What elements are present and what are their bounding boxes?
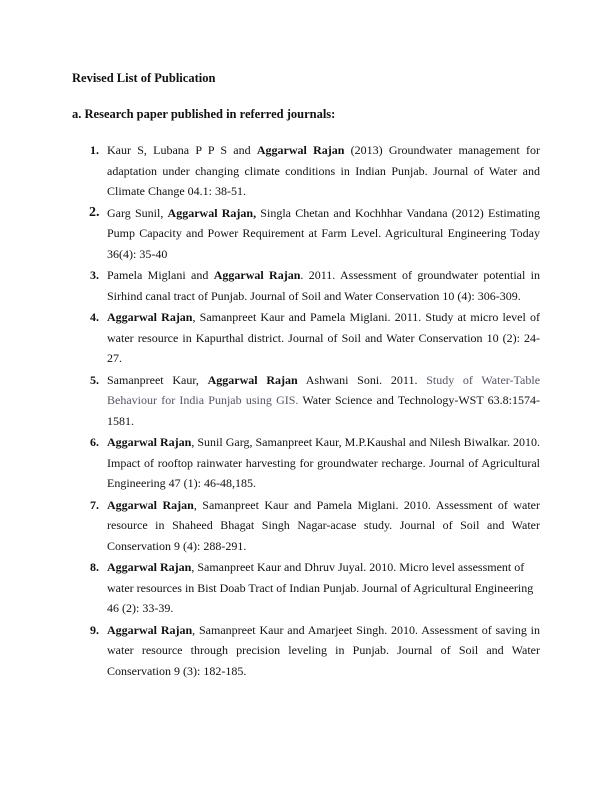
item-number: 8. [90, 560, 99, 574]
item-author-bold: Aggarwal Rajan [256, 143, 345, 157]
item-number: 1. [90, 143, 99, 157]
item-number: 2. [89, 204, 100, 220]
item-number: 4. [90, 310, 99, 324]
item-author-bold: Aggarwal Rajan [107, 497, 194, 512]
item-text-post: Water Science and Technology-WST 63.8:1574-1581. [107, 393, 540, 428]
publication-item [72, 203, 540, 265]
publication-item [72, 620, 540, 682]
item-text-post: , Samanpreet Kaur and Pamela Miglani. 2010. Assessment of water resource in Shaheed Bhagat Singh Nagar-acase study. Journal of Soil and Water Conservation 9 (4): 288-291. [107, 497, 540, 553]
item-number: 9. [90, 622, 99, 637]
publication-item [72, 432, 540, 494]
item-text-pre: Samanpreet Kaur, [107, 372, 208, 387]
publication-item [72, 307, 540, 369]
item-text-pre: Pamela Miglani and [107, 268, 214, 282]
item-text-pre: Kaur S, Lubana P P S and [107, 143, 257, 157]
item-author-bold: Aggarwal Rajan [107, 622, 193, 637]
page-title: Revised List of Publication [72, 71, 216, 85]
publication-item [72, 495, 540, 557]
item-author-bold: Aggarwal Rajan [107, 560, 192, 574]
item-author-bold: Aggarwal Rajan [213, 268, 301, 282]
item-text-post: , Sunil Garg, Samanpreet Kaur, M.P.Kaushal and Nilesh Biwalkar. 2010. Impact of rooftop rainwater harvesting for groundwater recharge. Journal of Agricultural Engineering 47 (1): 46-48,185. [107, 435, 540, 490]
item-author-bold: Aggarwal Rajan, [167, 205, 257, 220]
item-author-bold: Aggarwal Rajan [107, 435, 192, 449]
item-text-post: , Samanpreet Kaur and Pamela Miglani. 2011. Study at micro level of water resource in Kapurthal district. Journal of Soil and Water Conservation 10 (2): 24-27. [107, 310, 540, 365]
item-text-mid: Ashwani Soni. 2011. [297, 372, 427, 387]
item-number: 6. [90, 435, 99, 449]
item-text-post: , Samanpreet Kaur and Amarjeet Singh. 2010. Assessment of saving in water resource through precision leveling in Punjab. Journal of Soil and Water Conservation 9 (3): 182-185. [107, 622, 541, 678]
item-number: 5. [90, 372, 99, 387]
publication-item [72, 370, 540, 432]
item-text-post: . 2011. Assessment of groundwater potential in Sirhind canal tract of Punjab. Journal of Soil and Water Conservation 10 (4): 306-309. [107, 268, 541, 303]
item-text-post: Singla Chetan and Kochhhar Vandana (2012) Estimating Pump Capacity and Power Requirement at Farm Level. Agricultural Engineering Today 36(4): 35-40 [107, 205, 540, 261]
publication-item [72, 265, 540, 306]
publication-item [72, 140, 540, 202]
item-text-post: (2013) Groundwater management for adaptation under changing climate conditions in Indian Punjab. Journal of Water and Climate Change 04.1: 38-51. [107, 143, 540, 198]
publication-list [72, 140, 540, 682]
item-text-post: , Samanpreet Kaur and Dhruv Juyal. 2010. Micro level assessment of water resources in Bist Doab Tract of Indian Punjab. Journal of Agricultural Engineering 46 (2): 33-39. [107, 560, 534, 615]
item-number: 3. [90, 268, 99, 282]
item-author-bold: Aggarwal Rajan [107, 310, 193, 324]
section-heading: a. Research paper published in referred journals: [72, 107, 336, 121]
publication-item [72, 557, 540, 619]
item-author-bold: Aggarwal Rajan [207, 372, 298, 387]
item-text-pre: Garg Sunil, [107, 205, 168, 220]
item-number: 7. [90, 497, 99, 512]
item-title-link[interactable]: Study of Water-Table Behaviour for India Punjab using GIS. [107, 372, 541, 407]
